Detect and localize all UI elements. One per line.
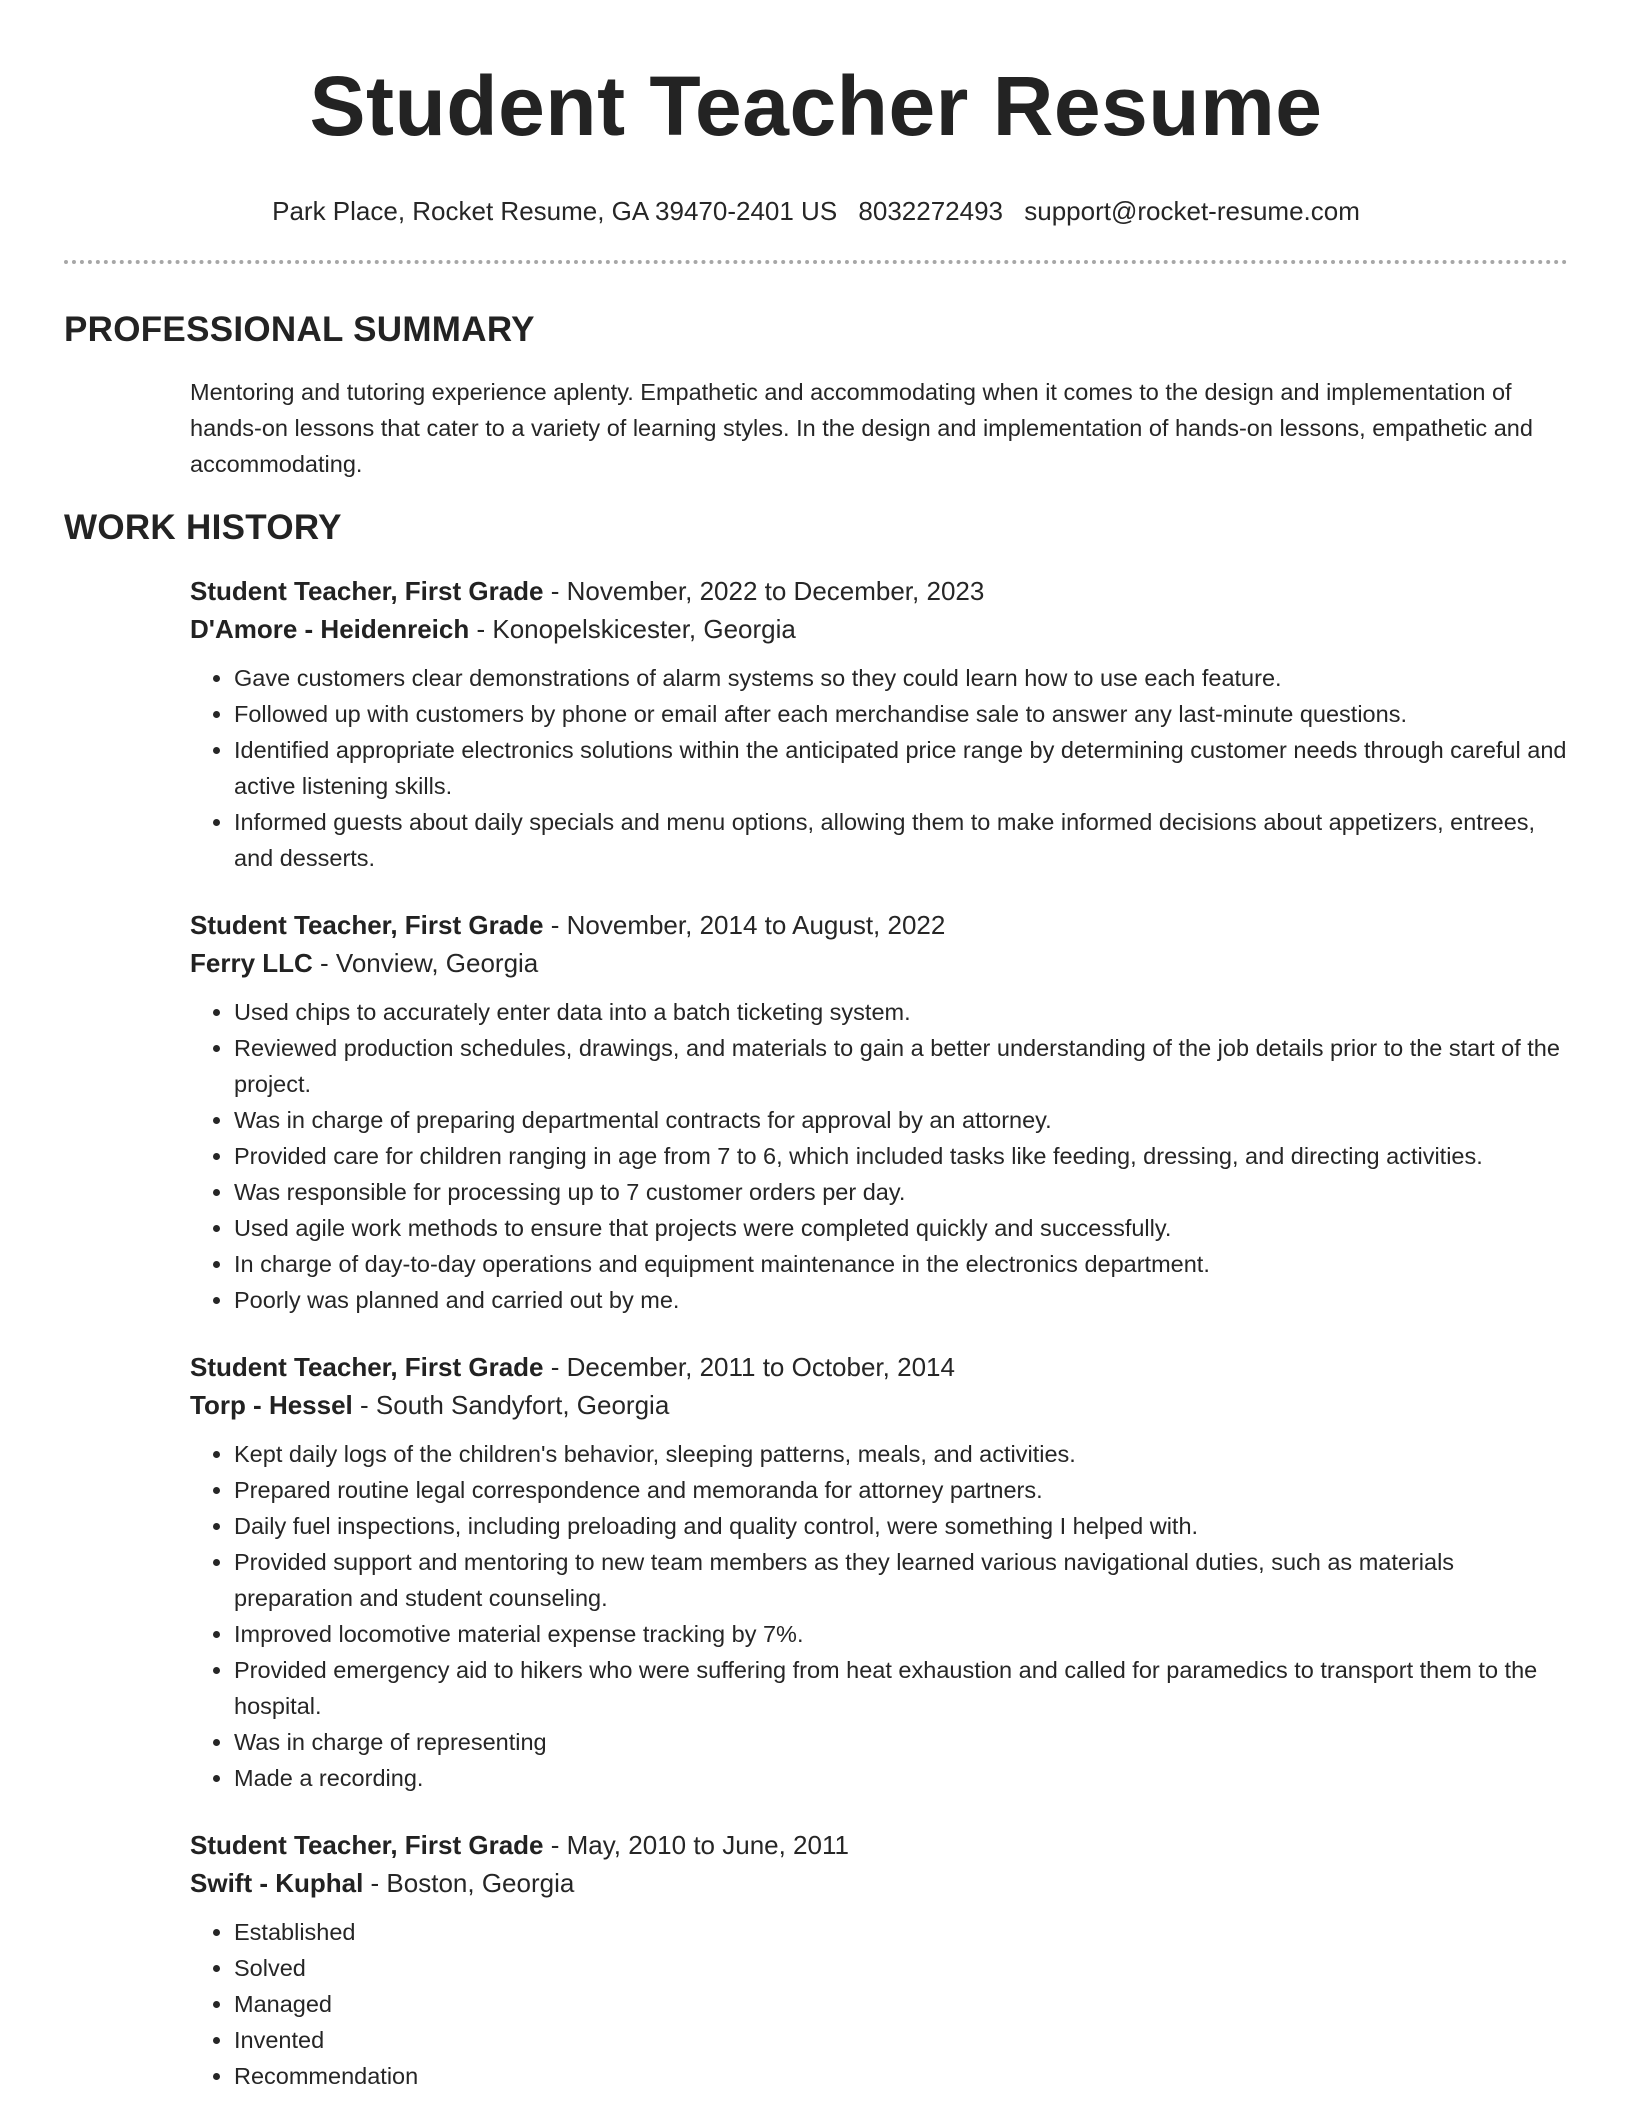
job-title-line [190,572,1568,610]
job-company-line [190,1864,1568,1902]
contact-line [64,194,1568,228]
job-bullet: • Managed [234,1986,1568,2022]
job-position: Student Teacher, First Grade [190,1830,544,1860]
job-bullet: • Made a recording. [234,1760,1568,1796]
job-position: Student Teacher, First Grade [190,1352,544,1382]
job-bullet: • Invented [234,2022,1568,2058]
work-history-section-title: WORK HISTORY [64,508,342,547]
job-location: - Vonview, Georgia [312,948,539,978]
job-entry [190,1348,1568,1796]
job-bullet: • Provided support and mentoring to new team members as they learned various navigational duties, such as materials preparation and student counseling. [234,1544,1568,1616]
job-company: Swift - Kuphal [190,1868,364,1898]
job-entry [190,906,1568,1318]
job-bullet: • Provided care for children ranging in age from 7 to 6, which included tasks like feeding, dressing, and directing activities. [234,1138,1568,1174]
job-bullet: • Followed up with customers by phone or email after each merchandise sale to answer any last-minute questions. [234,696,1568,732]
job-dates: - May, 2010 to June, 2011 [543,1830,849,1860]
job-bullet: • In charge of day-to-day operations and equipment maintenance in the electronics department. [234,1246,1568,1282]
job-bullet: • Used agile work methods to ensure that projects were completed quickly and successfully. [234,1210,1568,1246]
job-title-line [190,1348,1568,1386]
contact-phone: 8032272493 [858,196,1004,226]
job-dates: - December, 2011 to October, 2014 [543,1352,955,1382]
job-bullets [190,660,1568,876]
contact-email: support@rocket-resume.com [1024,196,1360,226]
job-company-line [190,1386,1568,1424]
job-company: Torp - Hessel [190,1390,353,1420]
job-bullet: • Was in charge of preparing departmental contracts for approval by an attorney. [234,1102,1568,1138]
job-title-line [190,906,1568,944]
job-dates: - November, 2014 to August, 2022 [543,910,946,940]
job-position: Student Teacher, First Grade [190,576,544,606]
job-bullet: • Gave customers clear demonstrations of alarm systems so they could learn how to use each feature. [234,660,1568,696]
summary-section-title: PROFESSIONAL SUMMARY [64,310,535,349]
job-bullet: • Identified appropriate electronics solutions within the anticipated price range by determining customer needs through careful and active listening skills. [234,732,1568,804]
job-bullet: • Provided emergency aid to hikers who were suffering from heat exhaustion and called for paramedics to transport them to the hospital. [234,1652,1568,1724]
summary-text: Mentoring and tutoring experience aplenty. Empathetic and accommodating when it comes to the design and implementation of hands-on lessons that cater to a variety of learning styles. In the design and implementation of hands-on lessons, empathetic and accommodating. [190,379,1533,477]
job-company-line [190,610,1568,648]
job-bullet: • Kept daily logs of the children's behavior, sleeping patterns, meals, and activities. [234,1436,1568,1472]
job-company: D'Amore - Heidenreich [190,614,470,644]
job-dates: - November, 2022 to December, 2023 [543,576,985,606]
job-bullet: • Daily fuel inspections, including preloading and quality control, were something I helped with. [234,1508,1568,1544]
job-entry [190,572,1568,876]
job-position: Student Teacher, First Grade [190,910,544,940]
job-bullets [190,1436,1568,1796]
job-bullet: • Informed guests about daily specials and menu options, allowing them to make informed decisions about appetizers, entrees, and desserts. [234,804,1568,876]
job-bullet: • Reviewed production schedules, drawings, and materials to gain a better understanding of the job details prior to the start of the project. [234,1030,1568,1102]
job-bullets [190,1914,1568,2094]
header-divider [64,260,1568,264]
job-bullet: • Poorly was planned and carried out by me. [234,1282,1568,1318]
job-bullet: • Established [234,1914,1568,1950]
job-bullet: • Recommendation [234,2058,1568,2094]
job-bullet: • Prepared routine legal correspondence and memoranda for attorney partners. [234,1472,1568,1508]
job-company-line [190,944,1568,982]
job-bullet: • Was responsible for processing up to 7 customer orders per day. [234,1174,1568,1210]
job-bullet: • Was in charge of representing [234,1724,1568,1760]
job-entry [190,1826,1568,2094]
job-location: - Boston, Georgia [363,1868,575,1898]
contact-address: Park Place, Rocket Resume, GA 39470-2401 US [272,196,838,226]
job-title-line [190,1826,1568,1864]
job-bullet: • Improved locomotive material expense tracking by 7%. [234,1616,1568,1652]
job-location: - South Sandyfort, Georgia [352,1390,670,1420]
job-bullet: • Solved [234,1950,1568,1986]
job-bullets [190,994,1568,1318]
resume-title: Student Teacher Resume [309,59,1323,153]
job-bullet: • Used chips to accurately enter data into a batch ticketing system. [234,994,1568,1030]
job-location: - Konopelskicester, Georgia [469,614,796,644]
job-company: Ferry LLC [190,948,313,978]
